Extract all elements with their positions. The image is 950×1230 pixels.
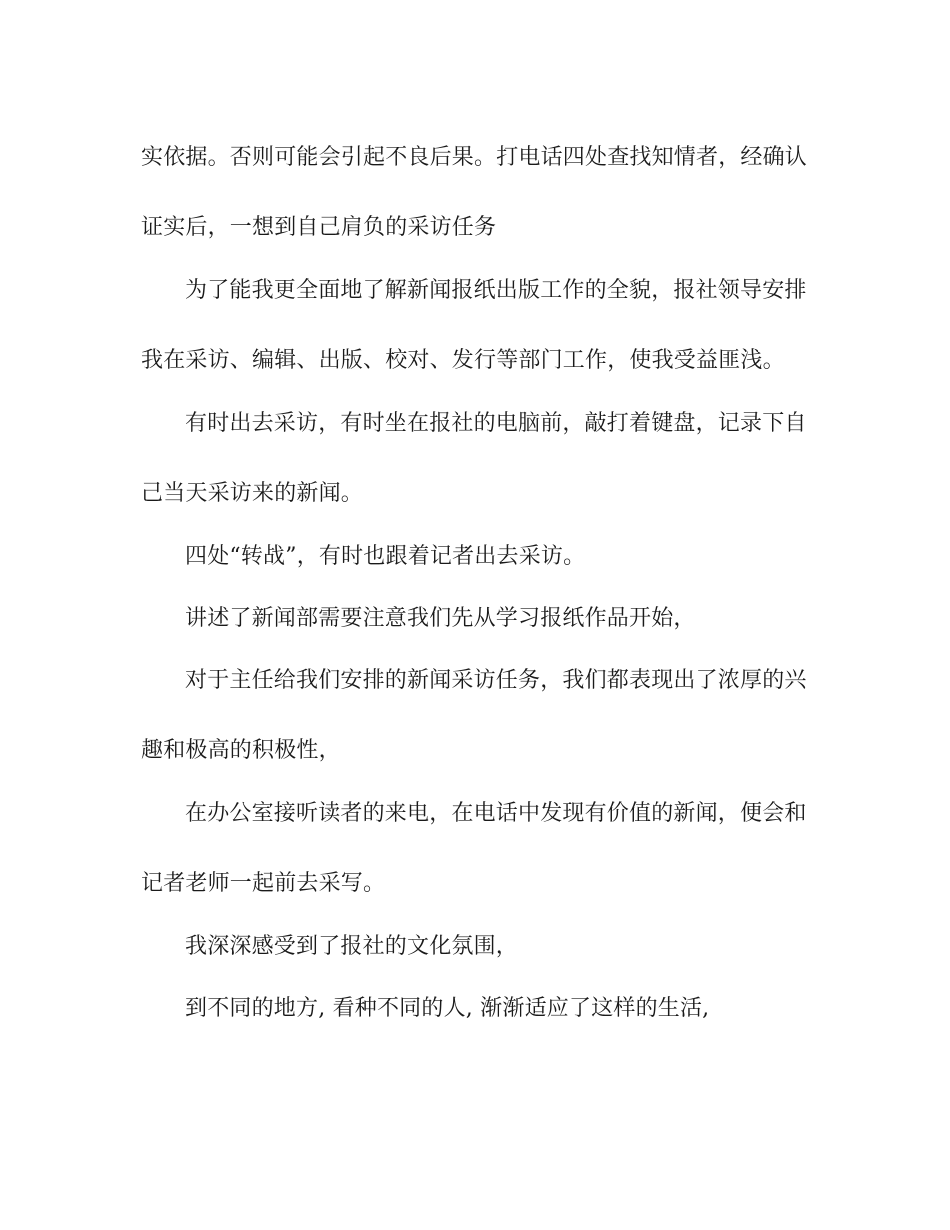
paragraph-start-line: 对于主任给我们安排的新闻采访任务，我们都表现出了浓厚的兴 xyxy=(185,668,807,693)
paragraph-start-line: 为了能我更全面地了解新闻报纸出版工作的全貌，报社领导安排 xyxy=(185,278,807,303)
paragraph-start-line: 到不同的地方, 看种不同的人, 渐渐适应了这样的生活, xyxy=(185,996,710,1021)
text-line: 实依据。否则可能会引起不良后果。打电话四处查找知情者，经确认 xyxy=(141,145,808,170)
text-line: 我在采访、编辑、出版、校对、发行等部门工作，使我受益匪浅。 xyxy=(141,348,785,373)
text-line: 己当天采访来的新闻。 xyxy=(141,481,364,506)
paragraph-start-line: 我深深感受到了报社的文化氛围， xyxy=(185,934,519,959)
paragraph-start-line: 四处“转战”，有时也跟着记者出去采访。 xyxy=(185,544,586,569)
text-line: 证实后，一想到自己肩负的采访任务 xyxy=(141,215,497,240)
paragraph-start-line: 在办公室接听读者的来电，在电话中发现有价值的新闻，便会和 xyxy=(185,801,807,826)
text-line: 记者老师一起前去采写。 xyxy=(141,871,386,896)
paragraph-start-line: 有时出去采访，有时坐在报社的电脑前，敲打着键盘，记录下自 xyxy=(185,411,807,436)
text-line: 趣和极高的积极性， xyxy=(141,738,341,763)
paragraph-start-line: 讲述了新闻部需要注意我们先从学习报纸作品开始， xyxy=(185,606,696,631)
